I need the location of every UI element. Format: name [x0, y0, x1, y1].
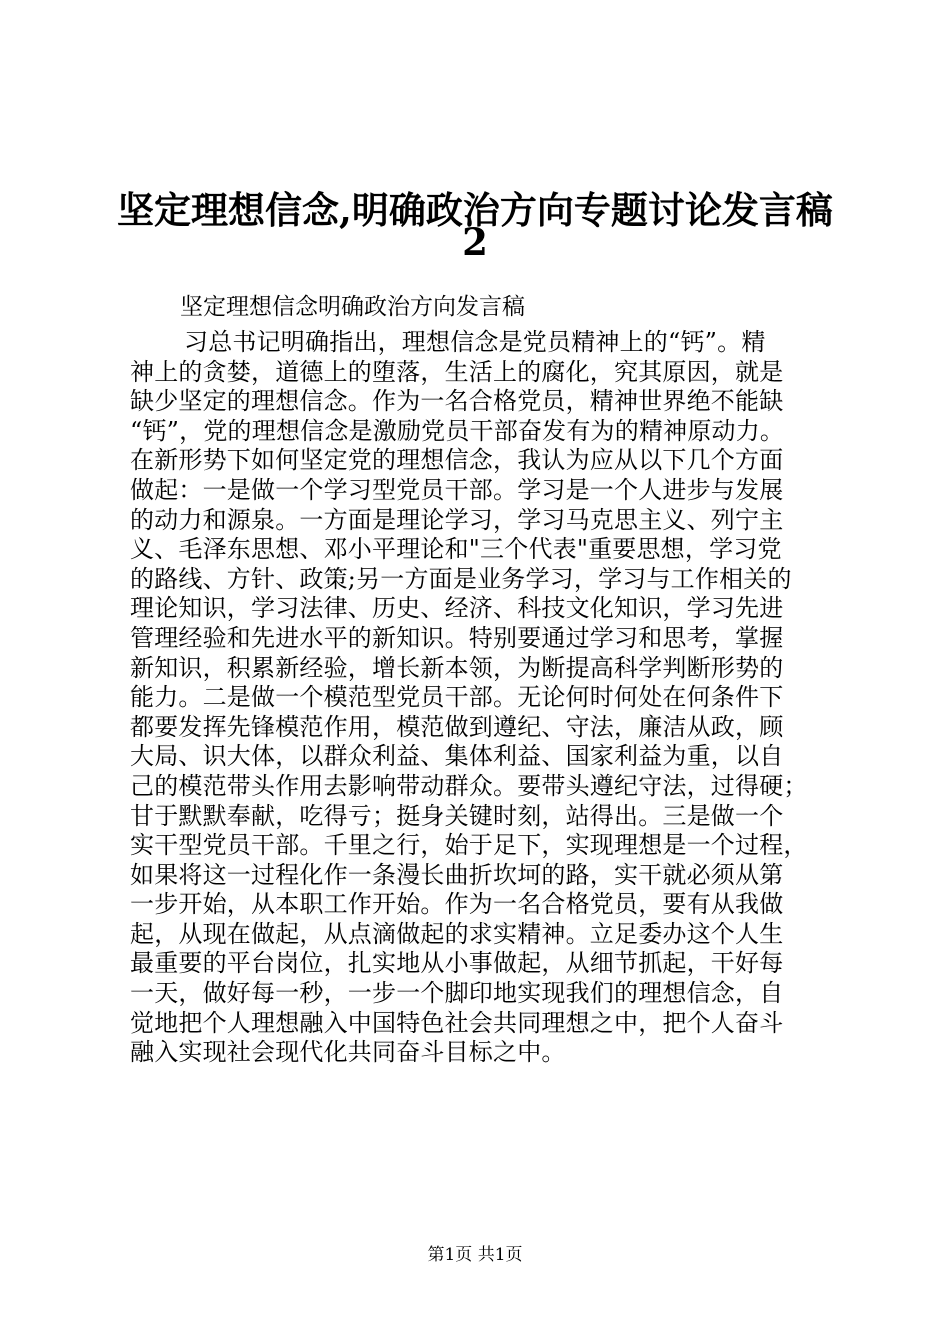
body-line: 实干型党员干部。千里之行，始于足下，实现理想是一个过程，: [130, 831, 808, 860]
body-line: 义、毛泽东思想、邓小平理论和"三个代表"重要思想，学习党: [130, 535, 782, 564]
body-line: 融入实现社会现代化共同奋斗目标之中。: [130, 1038, 566, 1067]
body-line: 都要发挥先锋模范作用，模范做到遵纪、守法，廉洁从政，顾: [130, 712, 784, 741]
body-line: 一天，做好每一秒，一步一个脚印地实现我们的理想信念，自: [130, 979, 784, 1008]
body-line: 的动力和源泉。一方面是理论学习，学习马克思主义、列宁主: [130, 505, 784, 534]
body-line: 大局、识大体，以群众利益、集体利益、国家利益为重，以自: [130, 742, 784, 771]
document-title-continuation: 2: [462, 220, 488, 264]
page-footer: 第1页 共1页: [427, 1245, 523, 1265]
body-line: 能力。二是做一个模范型党员干部。无论何时何处在何条件下: [130, 683, 784, 712]
document-subheading: 坚定理想信念明确政治方向发言稿: [180, 294, 525, 320]
body-line: 缺少坚定的理想信念。作为一名合格党员，精神世界绝不能缺: [130, 387, 784, 416]
body-line: 做起：一是做一个学习型党员干部。学习是一个人进步与发展: [130, 475, 784, 504]
body-line: 管理经验和先进水平的新知识。特别要通过学习和思考，掌握: [130, 623, 784, 652]
body-line: 神上的贪婪，道德上的堕落，生活上的腐化，究其原因，就是: [130, 357, 784, 386]
body-line: 觉地把个人理想融入中国特色社会共同理想之中，把个人奋斗: [130, 1008, 784, 1037]
body-line: 新知识，积累新经验，增长新本领，为断提高科学判断形势的: [130, 653, 784, 682]
body-line: 习总书记明确指出，理想信念是党员精神上的“钙”。精: [184, 328, 766, 356]
body-line: 一步开始，从本职工作开始。作为一名合格党员，要有从我做: [130, 890, 784, 919]
body-line: 在新形势下如何坚定党的理想信念，我认为应从以下几个方面: [130, 446, 784, 475]
body-line: 最重要的平台岗位，扎实地从小事做起，从细节抓起，干好每: [130, 949, 784, 978]
body-line: 甘于默默奉献，吃得亏；挺身关键时刻，站得出。三是做一个: [130, 801, 784, 830]
body-line: 理论知识，学习法律、历史、经济、科技文化知识，学习先进: [130, 594, 784, 623]
body-line: 起，从现在做起，从点滴做起的求实精神。立足委办这个人生: [130, 919, 784, 948]
document-title: 坚定理想信念,明确政治方向专题讨论发言稿: [117, 188, 833, 232]
body-line: 的路线、方针、政策;另一方面是业务学习，学习与工作相关的: [130, 564, 792, 593]
body-line: 己的模范带头作用去影响带动群众。要带头遵纪守法，过得硬；: [130, 771, 808, 800]
document-body: [130, 328, 830, 1068]
body-line: “钙”，党的理想信念是激励党员干部奋发有为的精神原动力。: [130, 416, 785, 445]
body-line: 如果将这一过程化作一条漫长曲折坎坷的路，实干就必须从第: [130, 860, 784, 889]
